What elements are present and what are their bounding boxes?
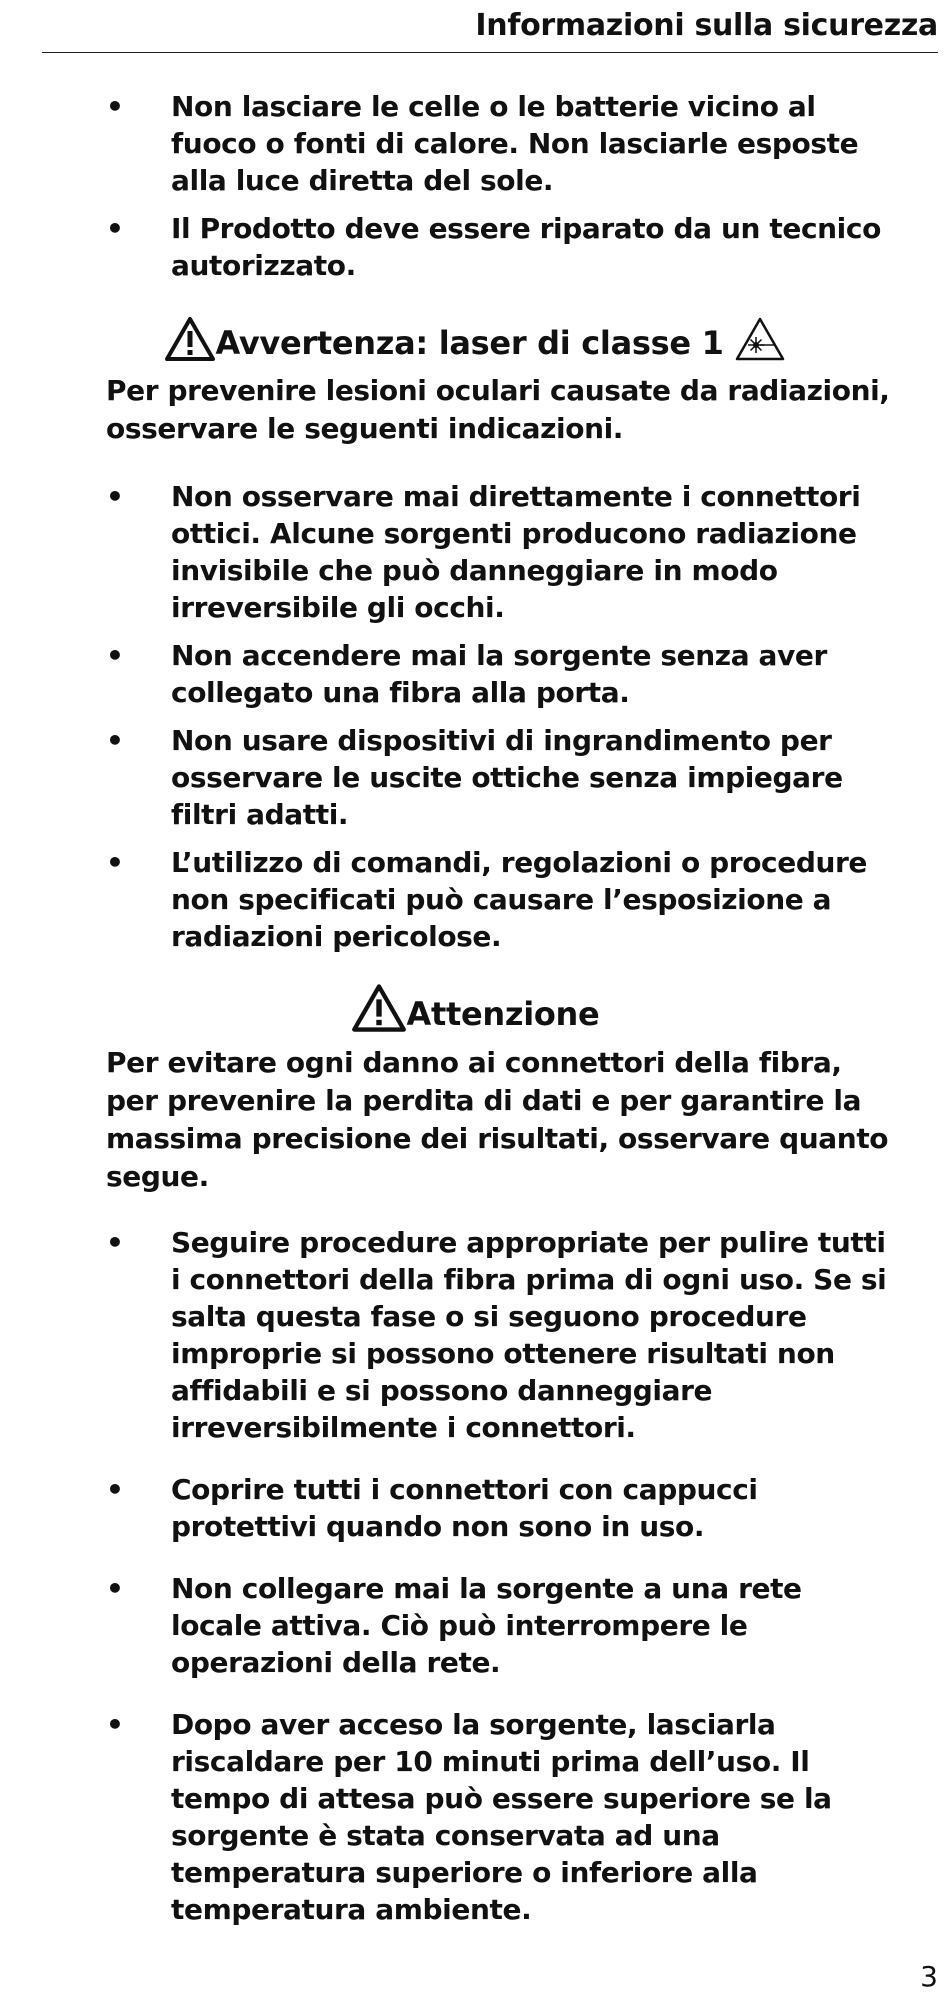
bullet-icon: • <box>106 1226 124 1259</box>
caution-title: Attenzione <box>406 995 600 1033</box>
warning-triangle-icon <box>164 316 216 362</box>
caution-bullet-list <box>0 1224 950 1928</box>
bullet-icon: • <box>106 846 124 879</box>
bullet-icon: • <box>106 1473 124 1506</box>
caution-intro: Per evitare ogni danno ai connettori della fibra, per prevenire la perdita di dati e per garantire la massima precisione dei risultati, osservare quanto segue. <box>106 1046 889 1193</box>
warning-heading <box>0 316 950 363</box>
bullet-icon: • <box>106 1708 124 1741</box>
caution-heading <box>0 983 950 1034</box>
list-item <box>0 1706 950 1928</box>
list-item <box>0 844 950 955</box>
warning-intro: Per prevenire lesioni oculari causate da radiazioni, osservare le seguenti indicazioni. <box>106 374 890 445</box>
list-item <box>0 637 950 711</box>
bullet-icon: • <box>106 212 124 245</box>
bullet-icon: • <box>106 639 124 672</box>
list-item-text: Seguire procedure appropriate per pulire tutti i connettori della fibra prima di ogni uso. Se si salta questa fase o si seguono procedure improprie si possono ottenere risultati non affidabili e si possono danneggiare irreversibilmente i connettori. <box>171 1226 887 1444</box>
warning-title: Avvertenza: laser di classe 1 <box>215 324 724 362</box>
list-item <box>0 210 950 284</box>
list-item <box>0 1471 950 1545</box>
list-item <box>0 1224 950 1446</box>
warning-triangle-icon <box>351 983 407 1033</box>
header-divider <box>42 52 938 53</box>
list-item <box>0 1570 950 1681</box>
bullet-icon: • <box>106 1572 124 1605</box>
warning-bullet-list <box>0 478 950 955</box>
list-item-text: L’utilizzo di comandi, regolazioni o procedure non specificati può causare l’esposizione a radiazioni pericolose. <box>171 846 867 953</box>
bullet-icon: • <box>106 724 124 757</box>
list-item-text: Non osservare mai direttamente i connettori ottici. Alcune sorgenti producono radiazione invisibile che può danneggiare in modo irreversibile gli occhi. <box>171 480 861 624</box>
list-item <box>0 478 950 626</box>
list-item-text: Non accendere mai la sorgente senza aver collegato una fibra alla porta. <box>171 639 827 709</box>
list-item-text: Non lasciare le celle o le batterie vicino al fuoco o fonti di calore. Non lasciarle esposte alla luce diretta del sole. <box>171 90 859 197</box>
laser-hazard-icon <box>734 316 786 362</box>
top-bullet-list <box>0 88 950 284</box>
list-item-text: Non collegare mai la sorgente a una rete locale attiva. Ciò può interrompere le operazioni della rete. <box>171 1572 802 1679</box>
list-item-text: Coprire tutti i connettori con cappucci protettivi quando non sono in uso. <box>171 1473 758 1543</box>
bullet-icon: • <box>106 90 124 123</box>
list-item-text: Non usare dispositivi di ingrandimento per osservare le uscite ottiche senza impiegare filtri adatti. <box>171 724 843 831</box>
bullet-icon: • <box>106 480 124 513</box>
list-item-text: Il Prodotto deve essere riparato da un tecnico autorizzato. <box>171 212 881 282</box>
header-title: Informazioni sulla sicurezza <box>475 8 938 43</box>
page-number: 3 <box>920 1960 938 1993</box>
list-item <box>0 88 950 199</box>
list-item-text: Dopo aver acceso la sorgente, lasciarla riscaldare per 10 minuti prima dell’uso. Il tempo di attesa può essere superiore se la sorgente è stata conservata ad una temperatura superiore o inferiore alla temperatura ambiente. <box>171 1708 832 1926</box>
list-item <box>0 722 950 833</box>
